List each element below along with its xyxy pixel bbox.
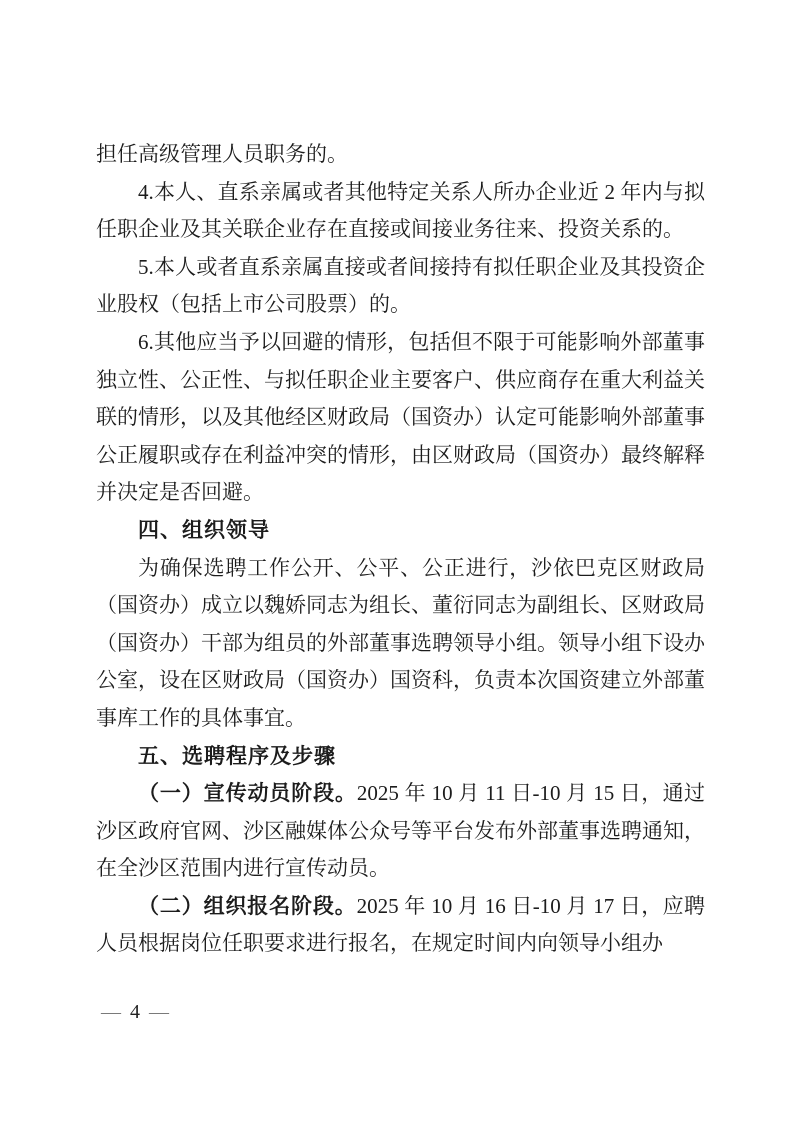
footer-dash-left: — [101,1001,121,1023]
paragraph-item-4: 4.本人、直系亲属或者其他特定关系人所办企业近 2 年内与拟任职企业及其关联企业存在直接或间接业务往来、投资关系的。 [96,179,705,242]
paragraph-continuation: 担任高级管理人员职务的。 [96,142,348,166]
footer-dash-right: — [149,1001,169,1023]
paragraph-stage-1-publicity [96,775,705,888]
section-heading-organization-leadership: 四、组织领导 [138,518,270,542]
stage-1-body-text: 2025 年 10 月 11 日-10 月 15 日，通过沙区政府官网、沙区融媒体公众号等平台发布外部董事选聘通知，在全沙区范围内进行宣传动员。 [96,781,706,881]
paragraph-item-6: 6.其他应当予以回避的情形，包括但不限于可能影响外部董事独立性、公正性、与拟任职企业主要客户、供应商存在重大利益关联的情形，以及其他经区财政局（国资办）认定可能影响外部董事公正履职或存在利益冲突的情形，由区财政局（国资办）最终解释并决定是否回避。 [96,329,705,505]
footer-page-number [101,997,169,1027]
paragraph-stage-2-registration [96,888,705,963]
document-body [96,136,705,963]
stage-1-lead-label: （一）宣传动员阶段。 [138,781,357,806]
stage-2-lead-label: （二）组织报名阶段。 [138,893,357,918]
section-heading-procedure-steps: 五、选聘程序及步骤 [138,744,336,768]
stage-2-body-text: 2025 年 10 月 16 日-10 月 17 日，应聘人员根据岗位任职要求进行报名，在规定时间内向领导小组办 [96,893,706,956]
paragraph-item-5: 5.本人或者直系亲属直接或者间接持有拟任职企业及其投资企业股权（包括上市公司股票）的。 [96,254,705,317]
paragraph-leadership-group: 为确保选聘工作公开、公平、公正进行，沙依巴克区财政局（国资办）成立以魏娇同志为组长、董衍同志为副组长、区财政局（国资办）干部为组员的外部董事选聘领导小组。领导小组下设办公室，设在区财政局（国资办）国资科，负责本次国资建立外部董事库工作的具体事宜。 [96,555,705,730]
footer-page-number-value: 4 [130,1001,140,1023]
